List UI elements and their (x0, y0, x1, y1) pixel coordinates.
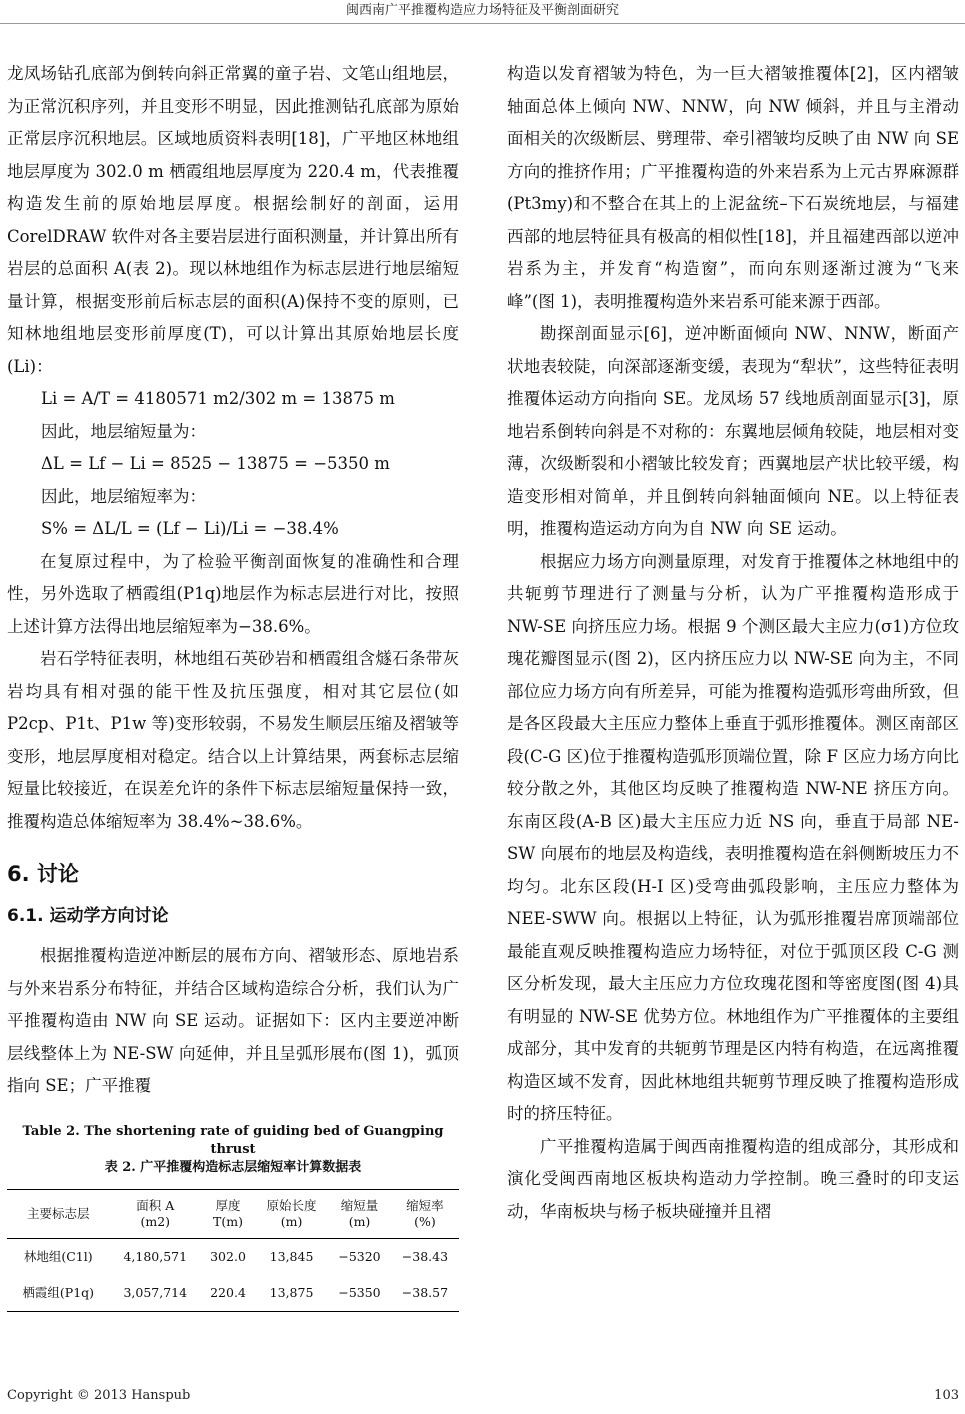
table-header: 缩短量 (m) (340, 1197, 379, 1229)
copyright: Copyright © 2013 Hanspub (7, 1388, 191, 1403)
left-column (7, 58, 459, 1312)
table-cell: 3,057,714 (123, 1284, 188, 1300)
paragraph: 岩石学特征表明，林地组石英砂岩和栖霞组含燧石条带灰岩均具有相对强的能干性及抗压强度，相对其它层位(如 P2cp、P1t、P1w 等)变形较弱，不易发生顺层压缩及褶皱等变形，地层厚度相对稳定。结合以上计算结果，两套标志层缩短量比较接近，在误差允许的条件下标志层缩短量保持一致，推覆构造总体缩短率为 38.4%~38.6%。 (7, 649, 459, 831)
table-caption-cn: 表 2. 广平推覆构造标志层缩短率计算数据表 (104, 1159, 362, 1175)
table-cell: 13,845 (269, 1248, 314, 1264)
table-header: 面积 A (m2) (136, 1197, 175, 1229)
table-cell: 220.4 (210, 1284, 246, 1300)
paragraph: 因此，地层缩短率为： (41, 486, 206, 506)
right-column (507, 58, 959, 1228)
table-header-row (7, 1189, 459, 1238)
paragraph: 构造以发育褶皱为特色，为一巨大褶皱推覆体[2]，区内褶皱轴面总体上倾向 NW、NNW，向 NW 倾斜，并且与主滑动面相关的次级断层、劈理带、牵引褶皱均反映了由 NW 向 SE 方向的推挤作用；广平推覆构造的外来岩系为上元古界麻源群(Pt3my)和不整合在其上的上泥盆统–下石炭统地层，与福建西部的地层特征具有极高的相似性[18]，并且福建西部以逆冲岩系为主，并发育“构造窗”，而向东则逐渐过渡为“飞来峰”(图 1)，表明推覆构造外来岩系可能来源于西部。 (507, 64, 959, 311)
paragraph: 根据推覆构造逆冲断层的展布方向、褶皱形态、原地岩系与外来岩系分布特征，并结合区域构造综合分析，我们认为广平推覆构造由 NW 向 SE 运动。证据如下：区内主要逆冲断层线整体上为 NE-SW 向延伸，并且呈弧形展布(图 1)，弧顶指向 SE；广平推覆 (7, 946, 459, 1095)
table-cell: 13,875 (269, 1284, 314, 1300)
table-cell: 4,180,571 (123, 1248, 188, 1264)
paragraph: 龙凤场钻孔底部为倒转向斜正常翼的童子岩、文笔山组地层，为正常沉积序列，并且变形不明显，因此推测钻孔底部为原始正常层序沉积地层。区域地质资料表明[18]，广平地区林地组地层厚度为 302.0 m 栖霞组地层厚度为 220.4 m，代表推覆构造发生前的原始地层厚度。根据绘制好的剖面，运用 CorelDRAW 软件对各主要岩层进行面积测量，并计算出所有岩层的总面积 A(表 2)。现以林地组作为标志层进行地层缩短量计算，根据变形前后标志层的面积(A)保持不变的原则，已知林地组地层变形前厚度(T)，可以计算出其原始地层长度(Li)： (7, 64, 459, 376)
table-cell: −38.57 (401, 1284, 449, 1300)
paragraph: 根据应力场方向测量原理，对发育于推覆体之林地组中的共轭剪节理进行了测量与分析，认为广平推覆构造形成于 NW-SE 向挤压应力场。根据 9 个测区最大主应力(σ1)方位玫瑰花瓣图显示(图 2)，区内挤压应力以 NW-SE 向为主，不同部位应力场方向有所差异，可能为推覆构造弧形弯曲所致，但是各区段最大主压应力整体上垂直于弧形推覆体。测区南部区段(C-G 区)位于推覆构造弧形顶端位置，除 F 区应力场方向比较分散之外，其他区均反映了推覆构造 NW-NE 挤压方向。东南区段(A-B 区)最大主压应力近 NS 向，垂直于局部 NE-SW 向展布的地层及构造线，表明推覆构造在斜侧断坡压力不均匀。北东区段(H-I 区)受弯曲弧段影响，主压应力整体为 NEE-SWW 向。根据以上特征，认为弧形推覆岩席顶端部位最能直观反映推覆构造应力场特征，对位于弧顶区段 C-G 测区分析发现，最大主压应力方位玫瑰花图和等密度图(图 4)具有明显的 NW-SE 优势方位。林地组作为广平推覆体的主要组成部分，其中发育的共轭剪节理是区内特有构造，在远离推覆构造区域不发育，因此林地组共轭剪节理反映了推覆构造形成时的挤压特征。 (507, 551, 959, 1123)
table-caption-en: Table 2. The shortening rate of guiding bed of Guangping thrust (22, 1123, 444, 1157)
table-cell: 林地组(C1l) (23, 1248, 93, 1264)
paragraph: 在复原过程中，为了检验平衡剖面恢复的准确性和合理性，另外选取了栖霞组(P1q)地层作为标志层进行对比，按照上述计算方法得出地层缩短率为−38.6%。 (7, 551, 459, 636)
running-title: 闽西南广平推覆构造应力场特征及平衡剖面研究 (345, 3, 619, 18)
table-row (7, 1238, 459, 1275)
section-heading: 6. 讨论 (7, 862, 79, 886)
table-cell: 302.0 (210, 1248, 246, 1264)
table-header: 缩短率 (%) (406, 1197, 444, 1229)
table-cell: −38.43 (401, 1248, 449, 1264)
paragraph: 勘探剖面显示[6]，逆冲断面倾向 NW、NNW，断面产状地表较陡，向深部逐渐变缓，表现为“犁状”，这些特征表明推覆体运动方向指向 SE。龙凤场 57 线地质剖面显示[3]，原地岩系倒转向斜是不对称的：东翼地层倾角较陡，地层相对变薄，次级断裂和小褶皱比较发育；西翼地层产状比较平缓，构造变形相对简单，并且倒转向斜轴面倾向 NE。以上特征表明，推覆构造运动方向为自 NW 向 SE 运动。 (507, 324, 959, 538)
table-cell: 栖霞组(P1q) (22, 1284, 95, 1300)
page-number: 103 (934, 1388, 959, 1403)
table-caption (7, 1123, 459, 1177)
formula-original-length: Li = A/T = 4180571 m2/302 m = 13875 m (41, 389, 395, 408)
table-cell: −5350 (338, 1284, 381, 1300)
page-footer (7, 1388, 959, 1403)
table-row (7, 1275, 459, 1312)
table-header: 主要标志层 (26, 1205, 90, 1221)
paragraph: 广平推覆构造属于闽西南推覆构造的组成部分，其形成和演化受闽西南地区板块构造动力学控制。晚三叠时的印支运动，华南板块与杨子板块碰撞并且褶 (507, 1136, 959, 1221)
running-header (0, 0, 965, 24)
table-cell: −5320 (338, 1248, 381, 1264)
shortening-table (7, 1189, 459, 1312)
subsection-heading: 6.1. 运动学方向讨论 (7, 906, 169, 926)
formula-shortening: ΔL = Lf − Li = 8525 − 13875 = −5350 m (41, 454, 390, 473)
table-header: 厚度 T(m) (213, 1197, 243, 1229)
formula-shortening-rate: S% = ΔL/L = (Lf − Li)/Li = −38.4% (41, 519, 339, 538)
paragraph: 因此，地层缩短量为： (41, 421, 206, 441)
table-header: 原始长度 (m) (266, 1197, 317, 1229)
